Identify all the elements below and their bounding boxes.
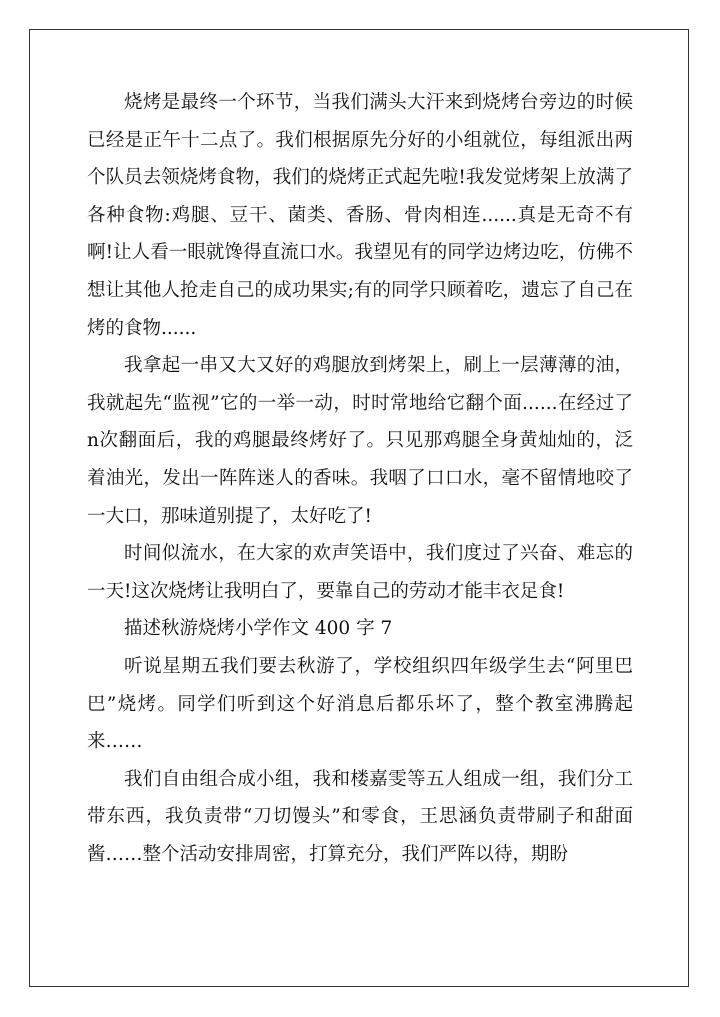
- paragraph-bbq-final-step: 烧烤是最终一个环节，当我们满头大汗来到烧烤台旁边的时候已经是正午十二点了。我们根据原先分好的小组就位，每组派出两个队员去领烧烤食物，我们的烧烤正式起先啦!我发觉烤架上放满了各种食物:鸡腿、豆干、菌类、香肠、骨肉相连......真是无奇不有啊!让人看一眼就馋得直流口水。我望见有的同学边烤边吃，仿佛不想让其他人抢走自己的成功果实;有的同学只顾着吃，遗忘了自己在烤的食物......: [87, 92, 633, 339]
- paragraph-chicken-leg: 我拿起一串又大又好的鸡腿放到烤架上，刷上一层薄薄的油，我就起先“监视”它的一举一动，时时常地给它翻个面......在经过了n次翻面后，我的鸡腿最终烤好了。只见那鸡腿全身黄灿灿的，泛着油光，发出一阵阵迷人的香味。我咽了口口水，毫不留情地咬了一大口，那味道别提了，太好吃了!: [87, 355, 633, 527]
- paragraph-conclusion: 时间似流水，在大家的欢声笑语中，我们度过了兴奋、难忘的一天!这次烧烤让我明白了，要靠自己的劳动才能丰衣足食!: [87, 543, 633, 602]
- document-body: [87, 84, 633, 873]
- essay-heading: 描述秋游烧烤小学作文 400 字 7: [124, 618, 393, 640]
- paragraph-group-prep: 我们自由组合成小组，我和楼嘉雯等五人组成一组，我们分工带东西，我负责带“刀切馒头”和零食，王思涵负责带刷子和甜面酱……整个活动安排周密，打算充分，我们严阵以待，期盼: [87, 768, 633, 865]
- paragraph-autumn-trip: 听说星期五我们要去秋游了，学校组织四年级学生去“阿里巴巴”烧烤。同学们听到这个好消息后都乐坏了，整个教室沸腾起来……: [87, 655, 633, 753]
